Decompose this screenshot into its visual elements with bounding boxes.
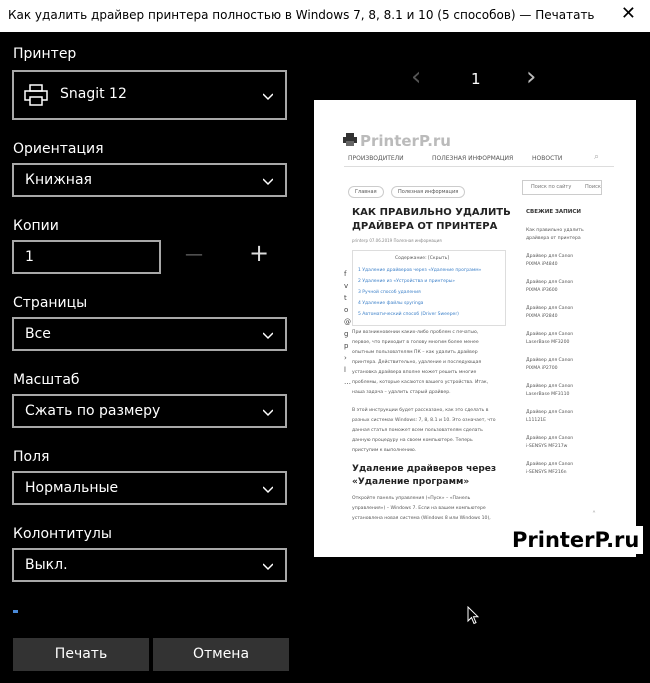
margins-value: Нормальные <box>25 480 119 496</box>
printer-select[interactable] <box>12 70 287 120</box>
pages-value: Все <box>25 326 51 342</box>
orientation-value: Книжная <box>25 172 92 188</box>
pinterest-icon: p <box>344 342 349 350</box>
more-settings-link[interactable] <box>13 610 18 613</box>
printer-icon <box>24 84 48 106</box>
divider <box>344 166 614 167</box>
recent-post-line: L11121E <box>526 418 547 423</box>
recent-post-line: Драйвер для Canon <box>526 306 574 311</box>
social-share-icons <box>344 270 350 390</box>
headers-label: Колонтитулы <box>13 526 112 542</box>
chevron-down-icon <box>263 176 273 186</box>
chevron-down-icon <box>263 91 273 101</box>
paragraph-line: Откройте панель управления («Пуск» – «Панель <box>352 496 471 501</box>
pages-select[interactable] <box>12 317 287 351</box>
toc-title: Содержание: [Скрыть] <box>395 256 450 261</box>
facebook-icon: f <box>344 270 347 278</box>
margins-select[interactable] <box>12 471 287 505</box>
recent-post-line: Драйвер для Canon <box>526 436 574 441</box>
copies-input[interactable] <box>12 240 161 274</box>
page-preview <box>314 100 636 557</box>
margins-label: Поля <box>13 449 50 465</box>
toc-item: 2 Удаление из «Устройства и принтеры» <box>358 279 455 284</box>
toc-item: 5 Автоматический способ (Driver Sweeper) <box>358 312 459 317</box>
paragraph-line: установлена новая система (Windows 8 или Windows 10), <box>352 516 491 521</box>
printer-label: Принтер <box>13 46 77 62</box>
recent-post-line: Драйвер для Canon <box>526 462 574 467</box>
copies-label: Копии <box>13 218 59 234</box>
paragraph-line: При возникновении каких-либо проблем с печатью, <box>352 330 479 335</box>
recent-post-line: LaserBase MF3110 <box>526 392 570 397</box>
page-number: 1 <box>471 70 481 88</box>
nav-item: ПРОИЗВОДИТЕЛИ <box>348 155 404 162</box>
increment-button[interactable]: + <box>249 239 270 267</box>
recent-post-line: Драйвер для Canon <box>526 280 574 285</box>
chevron-down-icon <box>263 561 273 571</box>
title-bar <box>0 0 650 32</box>
recent-post-line: Драйвер для Canon <box>526 384 574 389</box>
paragraph-line: опытным пользователям ПК – как удалить драйвер <box>352 350 478 355</box>
orientation-label: Ориентация <box>13 141 104 157</box>
recent-post-line: PIXMA iP2840 <box>526 314 558 319</box>
next-page-button[interactable]: › <box>526 62 537 92</box>
section-heading: «Удаление программ» <box>352 477 470 487</box>
search-icon: ⌕ <box>594 152 600 162</box>
paragraph-line: данная статья поможет всем пользователям сделать <box>352 428 483 433</box>
headers-value: Выкл. <box>25 557 68 573</box>
paragraph-line: разных системах Windows: 7, 8, 8.1 и 10. Это означает, что <box>352 418 496 423</box>
recent-post-line: драйвера от принтера <box>526 236 581 241</box>
livejournal-icon: l <box>344 366 346 374</box>
paragraph-line: В этой инструкции будет рассказано, как это сделать в <box>352 408 489 413</box>
copies-value: 1 <box>25 249 34 265</box>
recent-post-line: PIXMA iP3600 <box>526 288 558 293</box>
paragraph-line: установка драйвера вполне может решить многие <box>352 370 477 375</box>
window-title: Как удалить драйвер принтера полностью в Windows 7, 8, 8.1 и 10 (5 способов) — Печатать <box>8 8 595 22</box>
chevron-down-icon <box>263 330 273 340</box>
chevron-down-icon <box>263 407 273 417</box>
mailru-icon: @ <box>344 318 351 326</box>
print-button[interactable]: Печать <box>13 638 149 671</box>
recent-post-line: Драйвер для Canon <box>526 410 574 415</box>
decrement-button[interactable]: — <box>185 244 203 265</box>
pages-label: Страницы <box>13 295 88 311</box>
recent-post-line: PIXMA iP4840 <box>526 262 558 267</box>
breadcrumb-item: Главная <box>348 186 384 198</box>
close-icon[interactable]: ✕ <box>620 3 636 24</box>
search-button: Поиск <box>585 184 601 190</box>
breadcrumb-item: Полезная информация <box>391 186 465 198</box>
toc-box <box>352 250 506 326</box>
watermark: PrinterP.ru <box>508 526 643 554</box>
paragraph-line: управления») – Windows 7. Если на вашем компьютере <box>352 506 486 511</box>
printer-logo-icon <box>343 133 357 147</box>
paragraph-line: проблемы, которые касаются вашего устройства. Итак, <box>352 380 489 385</box>
recent-post-line: Драйвер для Canon <box>526 358 574 363</box>
recent-post-line: i-SENSYS MF217w <box>526 444 568 449</box>
toc-item: 4 Удаление файлы spyringa <box>358 301 424 306</box>
nav-item: ПОЛЕЗНАЯ ИНФОРМАЦИЯ <box>432 155 514 162</box>
prev-page-button[interactable]: ‹ <box>411 62 422 92</box>
google-plus-icon: g <box>344 330 349 338</box>
telegram-icon: › <box>344 354 347 362</box>
article-title: ДРАЙВЕРА ОТ ПРИНТЕРА <box>352 221 498 232</box>
article-meta: printerp 07.06.2019 Полезная информация <box>352 238 442 243</box>
scale-select[interactable] <box>12 394 287 428</box>
chevron-down-icon <box>263 484 273 494</box>
scale-label: Масштаб <box>13 372 80 388</box>
recent-post-line: Драйвер для Canon <box>526 254 574 259</box>
recent-post-line: i-SENSYS MF216n <box>526 470 567 475</box>
paragraph-line: принтера. Действительно, удаление и последующая <box>352 360 482 365</box>
search-placeholder: Поиск по сайту <box>531 184 572 190</box>
scale-value: Сжать по размеру <box>25 403 161 419</box>
site-logo: PrinterP.ru <box>360 132 451 150</box>
sidebar-title: СВЕЖИЕ ЗАПИСИ <box>526 209 582 215</box>
article-title: КАК ПРАВИЛЬНО УДАЛИТЬ <box>352 207 511 218</box>
paragraph-line: данную процедуру на своем компьютере. Теперь <box>352 438 473 443</box>
vk-icon: v <box>344 282 349 290</box>
cancel-button[interactable]: Отмена <box>153 638 289 671</box>
recent-post-line: Как правильно удалить <box>526 228 584 233</box>
toc-item: 3 Ручной способ удаления <box>358 290 421 295</box>
scroll-up-icon: ˄ <box>592 510 596 519</box>
orientation-select[interactable] <box>12 163 287 197</box>
paragraph-line: первое, что приходит в голову многим более менее <box>352 340 479 345</box>
more-share-icon: … <box>344 378 351 386</box>
twitter-icon: t <box>344 294 347 302</box>
headers-select[interactable] <box>12 548 287 582</box>
section-heading: Удаление драйверов через <box>352 464 497 474</box>
paragraph-line: наша задача – удалить старый драйвер. <box>352 390 451 395</box>
recent-post-line: Драйвер для Canon <box>526 332 574 337</box>
mouse-cursor-icon <box>467 606 479 625</box>
toc-item: 1 Удаление драйверов через «Удаление программ» <box>358 268 482 273</box>
odnoklassniki-icon: o <box>344 306 349 314</box>
printer-value: Snagit 12 <box>60 86 127 102</box>
paragraph-line: приступим к выполнению. <box>352 448 417 453</box>
recent-post-line: PIXMA iP2700 <box>526 366 558 371</box>
settings-panel <box>0 32 300 683</box>
search-box <box>522 180 602 195</box>
recent-post-line: LaserBase MF3200 <box>526 340 570 345</box>
nav-item: НОВОСТИ <box>532 155 563 162</box>
